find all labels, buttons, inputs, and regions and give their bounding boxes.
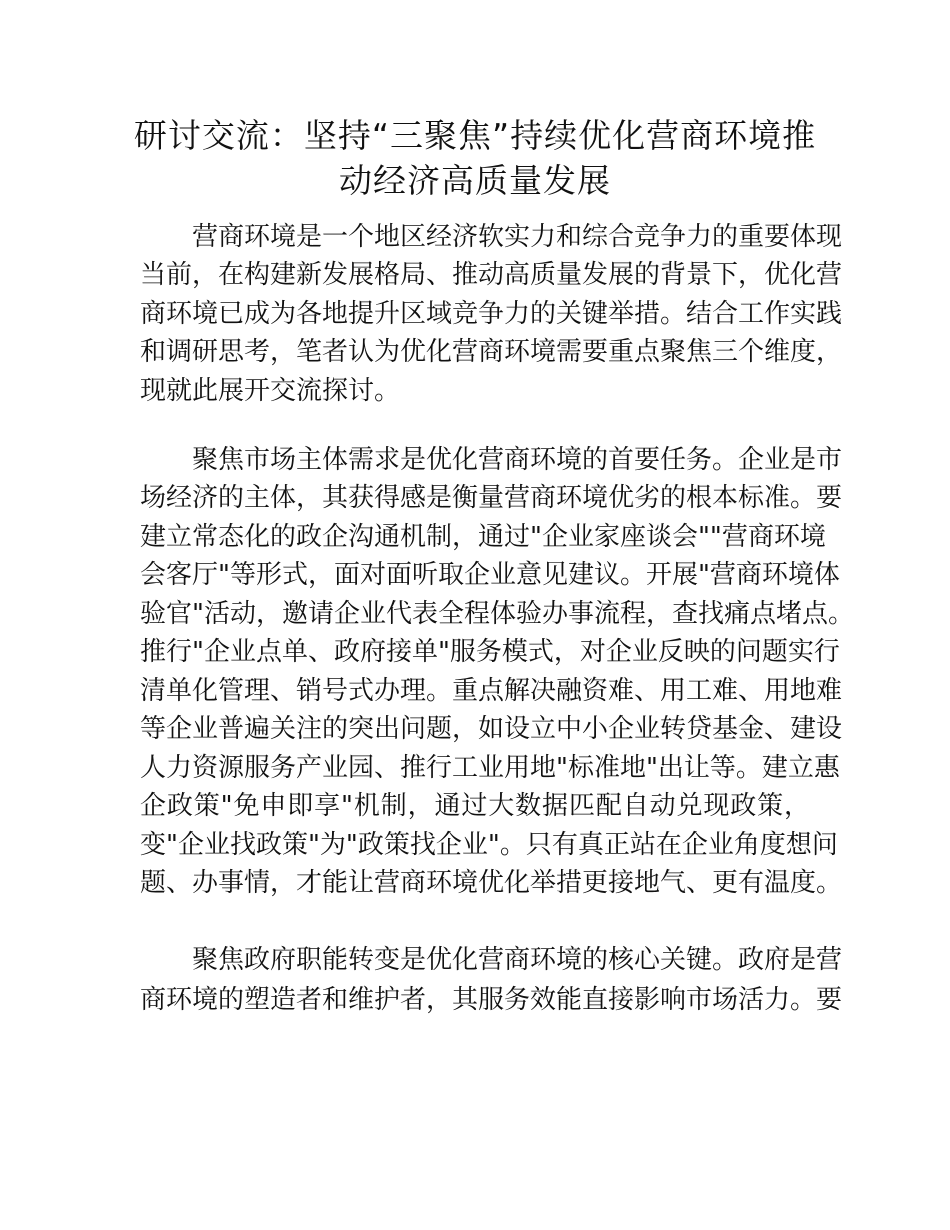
paragraph-line: 商环境的塑造者和维护者，其服务效能直接影响市场活力。要 [140, 985, 843, 1015]
paragraph-line: 题、办事情，才能让营商环境优化举措更接地气、更有温度。 [140, 868, 843, 898]
paragraph-line: 当前，在构建新发展格局、推动高质量发展的背景下，优化营 [140, 260, 843, 290]
paragraph-line: 推行"企业点单、政府接单"服务模式，对企业反映的问题实行 [140, 637, 840, 667]
paragraph-line: 聚焦政府职能转变是优化营商环境的核心关键。政府是营 [192, 945, 843, 975]
paragraph-line: 营商环境是一个地区经济软实力和综合竞争力的重要体现 [192, 222, 843, 252]
paragraph-line: 和调研思考，笔者认为优化营商环境需要重点聚焦三个维度， [140, 337, 843, 367]
paragraph-line: 商环境已成为各地提升区域竞争力的关键举措。结合工作实践 [140, 299, 843, 329]
paragraph-line: 现就此展开交流探讨。 [140, 376, 401, 406]
paragraph-line: 聚焦市场主体需求是优化营商环境的首要任务。企业是市 [192, 445, 843, 475]
paragraph-line: 企政策"免申即享"机制，通过大数据匹配自动兑现政策， [140, 791, 810, 821]
paragraph-line: 建立常态化的政企沟通机制，通过"企业家座谈会""营商环境 [140, 522, 826, 552]
paragraph-line: 等企业普遍关注的突出问题，如设立中小企业转贷基金、建设 [140, 714, 843, 744]
paragraph-line: 变"企业找政策"为"政策找企业"。只有真正站在企业角度想问 [140, 830, 838, 860]
paragraph-line: 验官"活动，邀请企业代表全程体验办事流程，查找痛点堵点。 [140, 599, 854, 629]
paragraph-line: 场经济的主体，其获得感是衡量营商环境优劣的根本标准。要 [140, 483, 843, 513]
paragraph-line: 会客厅"等形式，面对面听取企业意见建议。开展"营商环境体 [140, 560, 840, 590]
document-title-line-1: 研讨交流：坚持“三聚焦”持续优化营商环境推 [133, 116, 817, 155]
document-title-line-2: 动经济高质量发展 [339, 161, 611, 200]
paragraph-line: 清单化管理、销号式办理。重点解决融资难、用工难、用地难 [140, 676, 843, 706]
paragraph-line: 人力资源服务产业园、推行工业用地"标准地"出让等。建立惠 [140, 753, 840, 783]
